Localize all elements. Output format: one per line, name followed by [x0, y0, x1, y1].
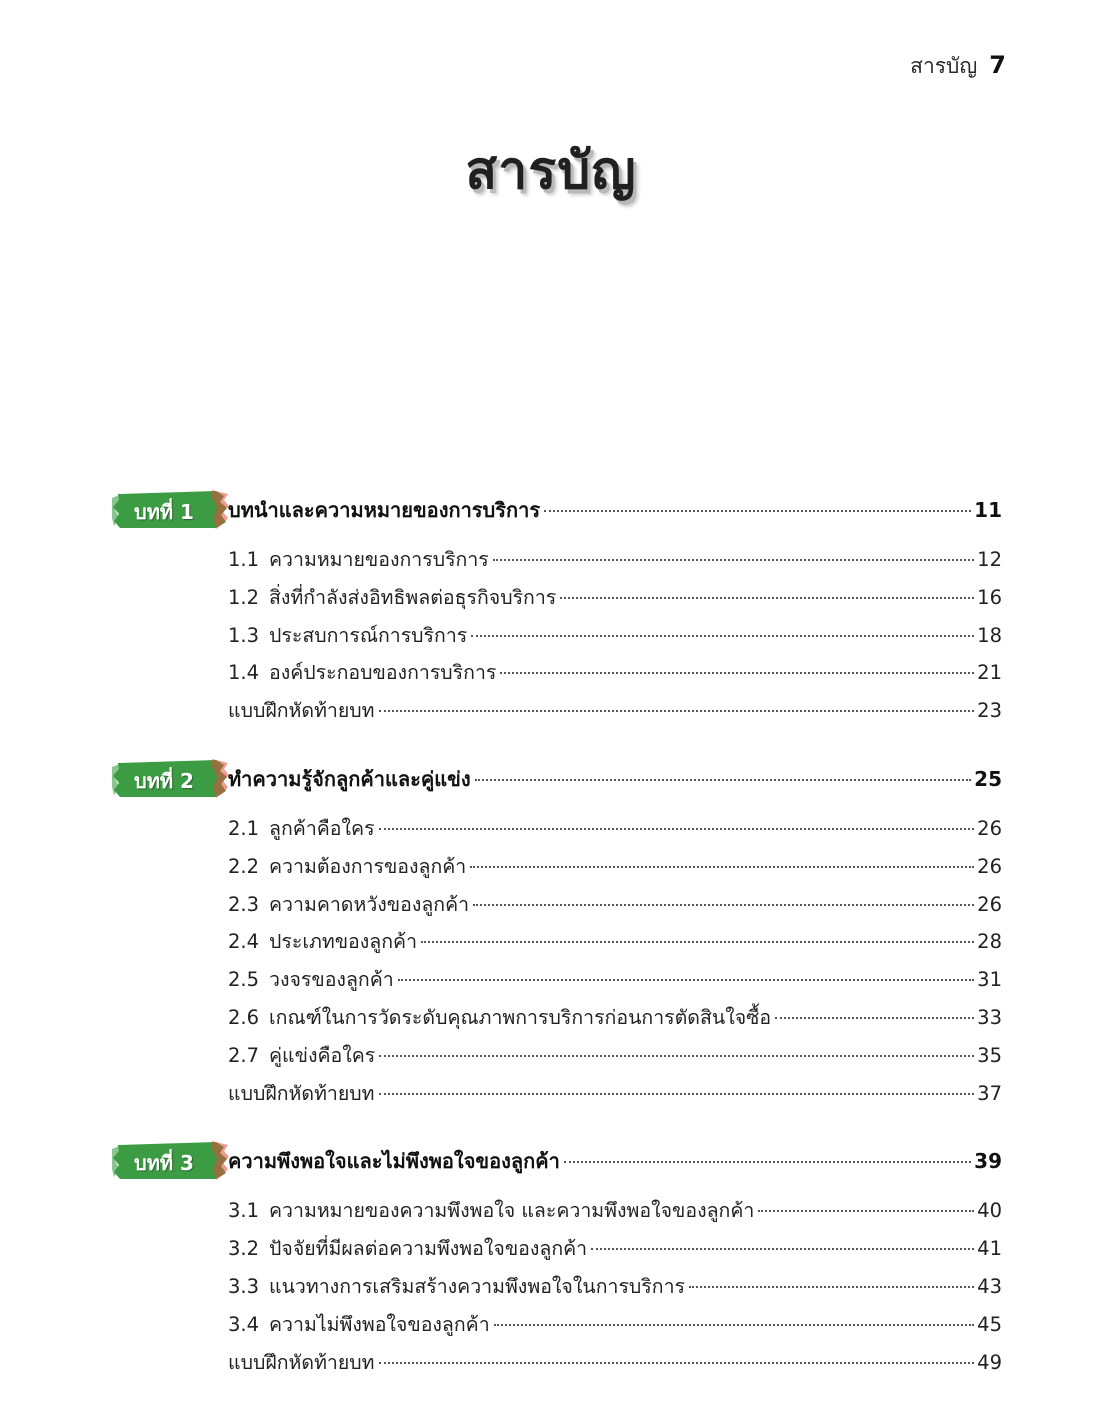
- section-entry[interactable]: [228, 657, 1002, 688]
- dot-leader: [544, 509, 971, 512]
- dot-leader: [398, 978, 974, 981]
- chapter-badge-label: บทที่ 3: [134, 1151, 194, 1176]
- chapter-entry[interactable]: [228, 1145, 1002, 1177]
- dot-leader: [379, 709, 975, 712]
- section-number: 2.2: [228, 854, 260, 878]
- section-entry[interactable]: [228, 1233, 1002, 1264]
- dot-leader: [494, 1323, 974, 1326]
- section-title: ความหมายของความพึงพอใจ และความพึงพอใจของลูกค้า: [269, 1199, 755, 1223]
- section-title: ปัจจัยที่มีผลต่อความพึงพอใจของลูกค้า: [269, 1237, 588, 1261]
- toc-entry: [0, 885, 1102, 923]
- section-page-number: 31: [977, 968, 1002, 992]
- section-entry[interactable]: [228, 1078, 1002, 1109]
- chapter-badge: [112, 1139, 230, 1181]
- dot-leader: [379, 1361, 975, 1364]
- section-page-number: 26: [977, 892, 1002, 916]
- section-entry[interactable]: [228, 1347, 1002, 1378]
- section-label: [228, 1002, 771, 1033]
- dot-leader: [470, 865, 974, 868]
- page-number: 7: [989, 51, 1006, 79]
- dot-leader: [758, 1209, 974, 1212]
- section-title: ความคาดหวังของลูกค้า: [269, 892, 470, 916]
- section-title: ความหมายของการบริการ: [269, 548, 489, 571]
- chapter-badge: [112, 488, 230, 530]
- section-entry[interactable]: [228, 1040, 1002, 1071]
- section-page-number: 12: [977, 548, 1002, 571]
- section-page-number: 33: [977, 1005, 1002, 1029]
- chapter-page-number: 25: [974, 766, 1002, 791]
- section-page-number: 40: [977, 1199, 1002, 1223]
- section-page-number: 26: [977, 854, 1002, 878]
- section-label: [228, 889, 469, 920]
- toc-entry: [0, 1267, 1102, 1305]
- section-entry[interactable]: [228, 889, 1002, 920]
- chapter-2: [0, 753, 1102, 1111]
- section-number: 3.1: [228, 1199, 260, 1223]
- toc-entry: [0, 1074, 1102, 1112]
- chapter-title: ทำความรู้จักลูกค้าและคู่แข่ง: [228, 766, 471, 791]
- section-label: [228, 1195, 754, 1226]
- section-label: [228, 1078, 375, 1109]
- section-entry[interactable]: [228, 544, 1002, 575]
- toc-entry: [0, 578, 1102, 616]
- dot-leader: [379, 827, 975, 830]
- section-label: [228, 620, 467, 651]
- section-label: [228, 964, 394, 995]
- section-list: [0, 1191, 1102, 1380]
- toc-entry: [0, 960, 1102, 998]
- section-number: 2.7: [228, 1043, 260, 1067]
- section-title: คู่แข่งคือใคร: [269, 1043, 376, 1067]
- section-entry[interactable]: [228, 1271, 1002, 1302]
- chapter-1: [0, 484, 1102, 729]
- section-page-number: 43: [977, 1274, 1002, 1298]
- section-number: 1.2: [228, 585, 260, 609]
- section-page-number: 41: [977, 1237, 1002, 1261]
- section-label: [228, 1271, 685, 1302]
- dot-leader: [379, 1054, 974, 1057]
- dot-leader: [379, 1092, 975, 1095]
- section-title: ความต้องการของลูกค้า: [269, 854, 467, 878]
- section-label: [228, 851, 466, 882]
- section-entry[interactable]: [228, 1309, 1002, 1340]
- section-label: [228, 1309, 490, 1340]
- section-number: 2.5: [228, 968, 260, 992]
- section-page-number: 35: [977, 1043, 1002, 1067]
- section-number: 2.6: [228, 1005, 260, 1029]
- section-entry[interactable]: [228, 1002, 1002, 1033]
- chapter-page-number: 39: [974, 1149, 1002, 1174]
- section-title: แนวทางการเสริมสร้างความพึงพอใจในการบริการ: [269, 1274, 686, 1298]
- section-entry[interactable]: [228, 582, 1002, 613]
- section-number: 2.4: [228, 930, 260, 954]
- section-page-number: 18: [977, 623, 1002, 647]
- section-label: [228, 1233, 587, 1264]
- section-title: เกณฑ์ในการวัดระดับคุณภาพการบริการก่อนการตัดสินใจซื้อ: [269, 1005, 772, 1029]
- section-entry[interactable]: [228, 1195, 1002, 1226]
- chapter-title: ความพึงพอใจและไม่พึงพอใจของลูกค้า: [228, 1149, 560, 1174]
- section-title: ลูกค้าคือใคร: [269, 816, 375, 840]
- chapter-badge-label: บทที่ 2: [134, 768, 194, 793]
- section-title: วงจรของลูกค้า: [269, 968, 394, 992]
- chapter-badge: [112, 757, 230, 799]
- toc-entry: [0, 653, 1102, 691]
- chapter-entry[interactable]: [228, 763, 1002, 795]
- section-entry[interactable]: [228, 964, 1002, 995]
- dot-leader: [421, 940, 974, 943]
- section-number: 3.4: [228, 1312, 260, 1336]
- section-page-number: 23: [977, 699, 1002, 723]
- chapter-badge-label: บทที่ 1: [134, 500, 194, 524]
- section-title: สิ่งที่กำลังส่งอิทธิพลต่อธุรกิจบริการ: [269, 585, 557, 609]
- section-number: 3.3: [228, 1274, 260, 1298]
- dot-leader: [493, 558, 974, 561]
- section-page-number: 28: [977, 930, 1002, 954]
- toc-entry: [0, 540, 1102, 578]
- toc-entry: [0, 616, 1102, 654]
- toc-entry: [0, 847, 1102, 885]
- section-page-number: 37: [977, 1081, 1002, 1105]
- section-page-number: 45: [977, 1312, 1002, 1336]
- section-page-number: 49: [977, 1350, 1002, 1374]
- toc-entry: [0, 1036, 1102, 1074]
- section-entry[interactable]: [228, 851, 1002, 882]
- section-label: [228, 1040, 375, 1071]
- toc-entry: [0, 1305, 1102, 1343]
- chapter-entry[interactable]: [228, 494, 1002, 526]
- chapter-heading: [0, 484, 1102, 534]
- section-title: องค์ประกอบของการบริการ: [269, 661, 497, 685]
- toc-entry: [0, 922, 1102, 960]
- dot-leader: [689, 1285, 974, 1288]
- toc-entry: [0, 1191, 1102, 1229]
- dot-leader: [591, 1247, 974, 1250]
- section-label: [228, 582, 556, 613]
- table-of-contents: [0, 484, 1102, 1404]
- dot-leader: [775, 1016, 974, 1019]
- section-title: ประเภทของลูกค้า: [269, 930, 418, 954]
- chapter-title: บทนำและความหมายของการบริการ: [228, 498, 541, 522]
- dot-leader: [560, 596, 974, 599]
- page-title: สารบัญ: [465, 141, 637, 201]
- toc-entry: [0, 809, 1102, 847]
- section-title: ความไม่พึงพอใจของลูกค้า: [269, 1312, 490, 1336]
- section-label: [228, 695, 375, 726]
- section-label: [228, 544, 489, 575]
- section-title: แบบฝึกหัดท้ายบท: [228, 1350, 375, 1374]
- section-page-number: 16: [977, 585, 1002, 609]
- section-number: 1.1: [228, 548, 260, 571]
- section-title: แบบฝึกหัดท้ายบท: [228, 699, 375, 723]
- dot-leader: [473, 903, 974, 906]
- section-list: [0, 540, 1102, 729]
- section-number: 1.3: [228, 623, 260, 647]
- section-entry[interactable]: [228, 926, 1002, 957]
- running-header: [910, 50, 1006, 83]
- running-header-title: สารบัญ: [910, 54, 978, 78]
- section-page-number: 26: [977, 816, 1002, 840]
- dot-leader: [564, 1160, 971, 1163]
- toc-entry: [0, 1343, 1102, 1381]
- section-label: [228, 1347, 375, 1378]
- section-entry[interactable]: [228, 813, 1002, 844]
- dot-leader: [500, 671, 974, 674]
- section-entry[interactable]: [228, 695, 1002, 726]
- section-label: [228, 657, 496, 688]
- section-number: 3.2: [228, 1237, 260, 1261]
- chapter-heading: [0, 753, 1102, 803]
- section-title: ประสบการณ์การบริการ: [269, 623, 468, 647]
- toc-entry: [0, 1229, 1102, 1267]
- toc-entry: [0, 998, 1102, 1036]
- section-number: 2.3: [228, 892, 260, 916]
- chapter-heading: [0, 1135, 1102, 1185]
- section-page-number: 21: [977, 661, 1002, 685]
- section-number: 1.4: [228, 661, 260, 685]
- section-title: แบบฝึกหัดท้ายบท: [228, 1081, 375, 1105]
- section-label: [228, 926, 417, 957]
- toc-entry: [0, 691, 1102, 729]
- chapter-3: [0, 1135, 1102, 1380]
- chapter-page-number: 11: [974, 498, 1002, 522]
- section-list: [0, 809, 1102, 1111]
- section-number: 2.1: [228, 816, 260, 840]
- dot-leader: [471, 634, 974, 637]
- section-entry[interactable]: [228, 620, 1002, 651]
- dot-leader: [475, 778, 972, 781]
- section-label: [228, 813, 375, 844]
